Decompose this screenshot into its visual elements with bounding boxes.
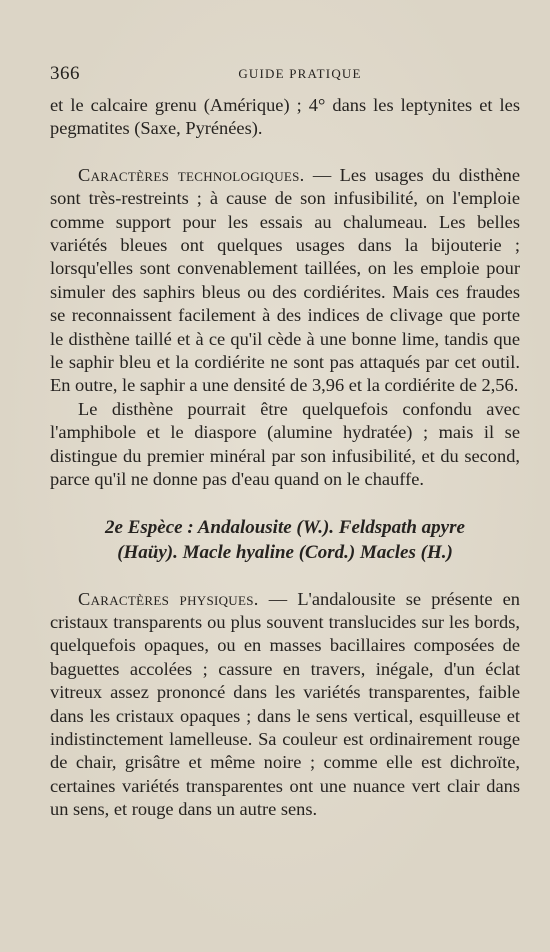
paragraph-spacer — [50, 141, 520, 164]
paragraph-technological — [50, 164, 520, 398]
paragraph-confusion: Le disthène pourrait être quelquefois confondu avec l'amphibole et le diaspore (alumine hydratée) ; mais il se distingue du premier minéral par son infusibilité, et du second, parce qu'il ne donne pas d'eau quand on le chauffe. — [50, 398, 520, 490]
heading-spacer — [50, 492, 520, 515]
page-body — [50, 94, 520, 822]
section-label-technological: Caractères technologiques. — [78, 164, 305, 185]
paragraph-technological-text: — Les usages du disthène sont très-restreints ; à cause de son infusibilité, on l'emploie comme support pour les essais au chalumeau. Les belles variétés bleues ont quelques usages dans la bijouterie ; lorsqu'elles sont convenablement taillées, on les emploie pour simuler des saphirs bleus ou des cordiérites. Mais ces fraudes se reconnaissent facilement à des indices de clivage que porte le disthène taillé et à ce qu'il cède à une bonne lime, tandis que le saphir bleu et la cordiérite ne sont pas attaqués par cet outil. En outre, le saphir a une densité de 3,96 et la cordiérite de 2,56. — [50, 164, 520, 396]
paragraph-physical — [50, 588, 520, 822]
section-label-physical: Caractères physiques. — [78, 588, 259, 609]
page-header — [50, 63, 520, 85]
paragraph-physical-text: — L'andalousite se présente en cristaux transparents ou plus souvent translucides sur les bords, quelquefois opaques, ou en masses bacillaires composées de baguettes accolées ; cassure en travers, inégale, d'un éclat vitreux assez prononcé dans les variétés transparentes, faible dans les cristaux opaques ; dans le sens vertical, esquilleuse et indistinctement lamelleuse. Sa couleur est ordinairement rouge de chair, grisâtre et même noire ; comme elle est dichroïte, certaines variétés transparentes ont une nuance vert clair dans un sens, et rouge dans un autre sens. — [50, 588, 520, 820]
paragraph-continuation: et le calcaire grenu (Amérique) ; 4° dans les leptynites et les pegmatites (Saxe, Pyrénées). — [50, 95, 520, 139]
running-head: GUIDE PRATIQUE — [238, 66, 362, 81]
species-heading-line-2: (Haüy). Macle hyaline (Cord.) Macles (H.) — [117, 541, 453, 563]
species-heading — [50, 515, 520, 565]
page-number: 366 — [50, 63, 80, 84]
species-heading-line-1: 2e Espèce : Andalousite (W.). Feldspath apyre — [105, 516, 465, 538]
heading-spacer — [50, 565, 520, 588]
